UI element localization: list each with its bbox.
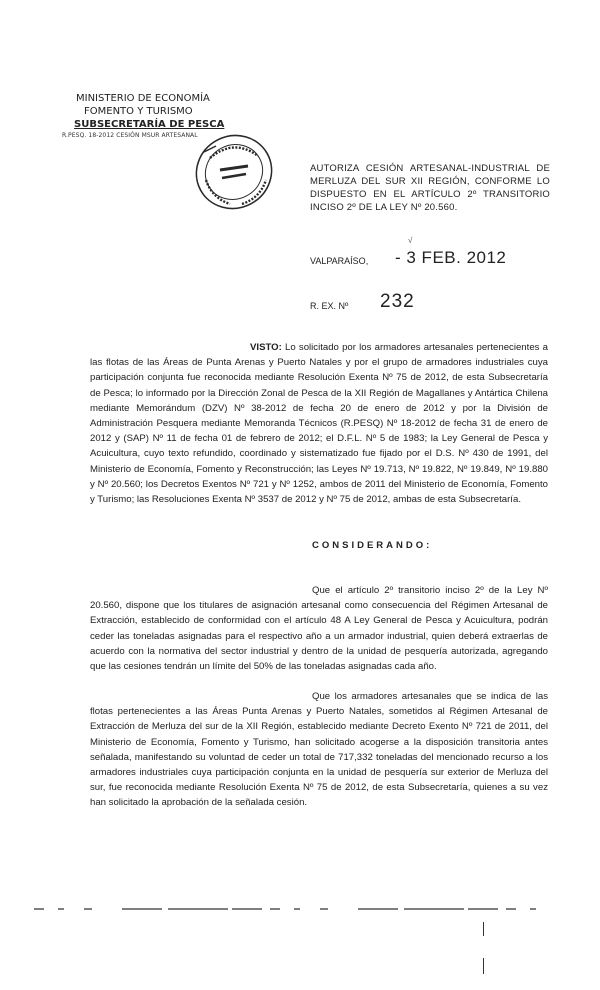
visto-paragraph (90, 340, 548, 507)
resolution-number: 232 (380, 291, 415, 312)
visto-heading: VISTO: (250, 342, 282, 353)
ministry-name: MINISTERIO DE ECONOMÍA (76, 93, 210, 104)
visto-text: Lo solicitado por los armadores artesanales pertenecientes a las flotas de las Áreas de Punta Arenas y Puerto Natales y por el grupo de armadores industriales cuya participación conjunta fue reconocida mediante Resolución Exenta Nº 75 de 2012, de esta Subsecretaría de Pesca; lo informado por la Dirección Zonal de Pesca de la XII Región de Magallanes y Antártica Chilena mediante Memorándum (DZV) Nº 38-2012 de fecha 20 de enero de 2012 y por la División de Administración Pesquera mediante Memoranda Técnicos (R.PESQ) Nº 18-2012 de fecha 31 de enero de 2012 y (SAP) Nº 11 de fecha 01 de febrero de 2012; el D.F.L. Nº 5 de 1983; la Ley General de Pesca y Acuicultura, cuyo texto refundido, coordinado y sistematizado fue fijado por el D.S. Nº 430 de 1991, del Ministerio de Economía, Fomento y Reconstrucción; las Leyes Nº 19.713, Nº 19.822, Nº 19.849, Nº 19.880 y Nº 20.560; los Decretos Exentos Nº 721 y Nº 1252, ambos de 2011 del Ministerio de Economía, Fomento y Turismo; las Resoluciones Exenta Nº 3537 de 2012 y Nº 75 de 2012, ambas de esta Subsecretaría. (90, 342, 548, 506)
margin-mark (483, 922, 484, 936)
official-seal-icon (190, 128, 278, 216)
margin-mark (483, 958, 484, 974)
date-stamp: - 3 FEB. 2012 (395, 248, 507, 267)
considerando-paragraph-1: Que el artículo 2º transitorio inciso 2º de la Ley Nº 20.560, dispone que los titulares de asignación artesanal como consecuencia del Régimen Artesanal de Extracción, establecido de conformidad con el artículo 48 A Ley General de Pesca y Acuicultura, podrán ceder las toneladas asignadas para el respectivo año a un armador industrial, quien deberá extraerlas de acuerdo con la normativa del sector industrial y dentro de la unidad de pesquería autorizada, agregando que las cesiones tendrán un límite del 50% de las toneladas asignadas cada año. (90, 585, 548, 673)
place-label: VALPARAÍSO, (310, 256, 369, 266)
subsecretariat-name: SUBSECRETARÍA DE PESCA (74, 119, 225, 130)
considerando-paragraph-2: Que los armadores artesanales que se indica de las flotas pertenecientes a las Áreas Punta Arenas y Puerto Natales, sometidos al Régimen Artesanal de Extracción de Merluza del sur de la XII Región, establecido mediante Decreto Exento Nº 721 de 2011, del Ministerio de Economía, Fomento y Turismo, han solicitado acogerse a la disposición transitoria antes señalada, manifestando su voluntad de ceder un total de 717,332 toneladas del mencionado recurso a los armadores industriales cuya participación conjunta en la unidad de pesquería sur exterior de Merluza del sur, fue reconocida mediante Resolución Exenta Nº 75 de 2012, de esta Subsecretaría, quienes a su vez han solicitado la aprobación de la señalada cesión. (90, 691, 548, 809)
considerando-heading: CONSIDERANDO: (312, 540, 433, 551)
ministry-subtitle: FOMENTO Y TURISMO (84, 106, 193, 117)
check-mark-icon: √ (408, 236, 413, 245)
file-reference: R.PESQ. 18-2012 CESIÓN MSUR ARTESANAL (62, 132, 198, 139)
resolution-number-label: R. EX. Nº (310, 301, 349, 311)
resolution-subject: AUTORIZA CESIÓN ARTESANAL-INDUSTRIAL DE MERLUZA DEL SUR XII REGIÓN, CONFORME LO DISPUESTO EN EL ARTÍCULO 2º TRANSITORIO INCISO 2º DE LA LEY Nº 20.560. (310, 163, 550, 213)
page-footer-rule (34, 908, 554, 910)
